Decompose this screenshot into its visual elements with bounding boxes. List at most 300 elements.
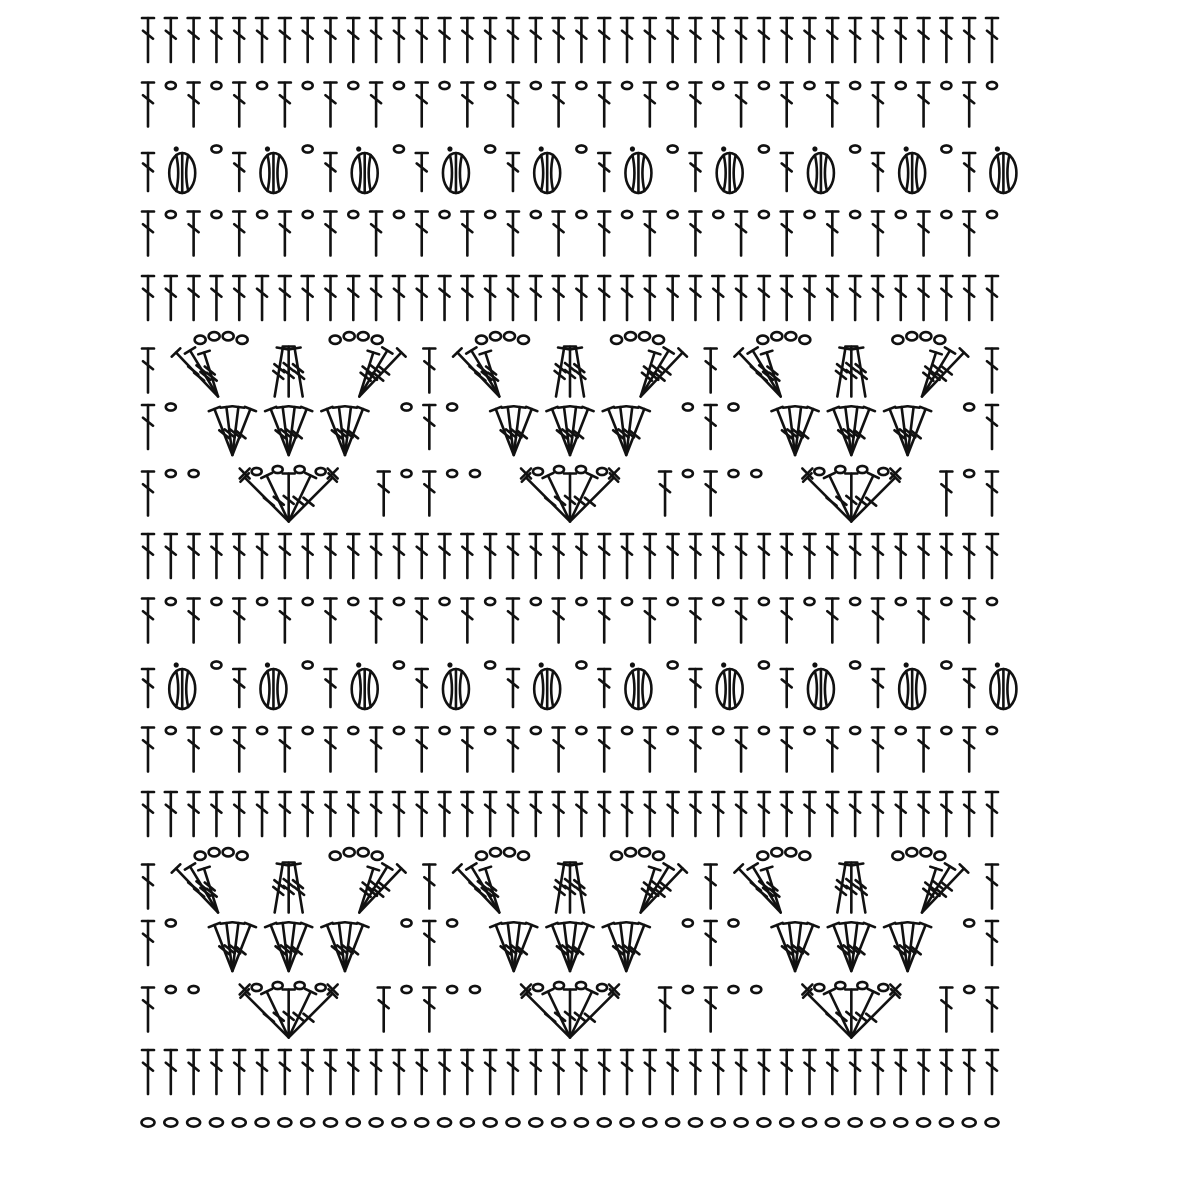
chain-stitch (257, 82, 267, 89)
chain-stitch (759, 211, 769, 218)
chain-stitch (303, 598, 313, 605)
dc-stitch (416, 18, 428, 62)
chain-stitch (894, 1118, 907, 1126)
dc-stitch (781, 534, 793, 578)
puff-cluster (990, 662, 1016, 709)
dc-stitch (423, 988, 435, 1032)
dc-stitch (705, 865, 717, 909)
dc-stitch (461, 18, 473, 62)
chain-stitch (668, 598, 678, 605)
dc-stitch (439, 792, 451, 836)
dc-stitch (142, 599, 154, 643)
dc-stitch (233, 83, 245, 127)
dc-stitch (872, 534, 884, 578)
dc-stitch (507, 534, 519, 578)
dc-stitch (918, 1050, 930, 1094)
dc-stitch (986, 276, 998, 320)
chain-stitch (447, 986, 457, 993)
chain-stitch (470, 986, 480, 993)
dc-stitch (598, 276, 610, 320)
puff-cluster (534, 146, 560, 193)
slip-stitch-dot (174, 662, 179, 667)
dc-stitch (302, 792, 314, 836)
dc-stitch (530, 276, 542, 320)
dc-stitch (575, 1050, 587, 1094)
dc-stitch (689, 599, 701, 643)
chain-stitch (402, 470, 412, 477)
chain-stitch (447, 919, 457, 926)
chain-stitch (805, 727, 815, 734)
puff-cluster (899, 662, 925, 709)
chain-stitch (850, 727, 860, 734)
dc-stitch (849, 534, 861, 578)
chain-stitch (963, 1118, 976, 1126)
dc-stitch (781, 212, 793, 256)
puff-cluster (260, 662, 286, 709)
dc-stitch (918, 212, 930, 256)
dc-stitch (370, 792, 382, 836)
slip-stitch-dot (721, 662, 726, 667)
dc-stitch (370, 728, 382, 772)
chain-stitch (805, 82, 815, 89)
dc-stitch (849, 276, 861, 320)
chain-stitch (941, 661, 951, 668)
chain-stitch (805, 598, 815, 605)
dc-stitch (324, 276, 336, 320)
chain-stitch (906, 848, 917, 856)
dc-stitch (393, 792, 405, 836)
chain-stitch (850, 145, 860, 152)
chain-stitch (316, 984, 326, 991)
tr-stitch (232, 923, 256, 971)
chain-stitch (394, 82, 404, 89)
slip-stitch-dot (904, 146, 909, 151)
dc-stitch (256, 18, 268, 62)
dc-stitch (621, 18, 633, 62)
tr-stitch (514, 407, 538, 455)
chart-row-10 (142, 598, 997, 643)
dc-stitch (735, 728, 747, 772)
chain-stitch (223, 332, 234, 340)
dc-stitch (872, 669, 884, 707)
dc-stitch (210, 792, 222, 836)
dc-stitch (484, 18, 496, 62)
dc-stitch (940, 472, 952, 516)
tr-stitch (522, 989, 570, 1037)
chain-stitch (576, 466, 586, 473)
chain-stitch (803, 1118, 816, 1126)
dc-stitch (142, 83, 154, 127)
dc-stitch (712, 534, 724, 578)
chain-stitch (257, 598, 267, 605)
dc-stitch (324, 18, 336, 62)
dc-stitch (621, 792, 633, 836)
puff-cluster (625, 146, 651, 193)
dc-stitch (895, 792, 907, 836)
chain-stitch (303, 145, 313, 152)
chain-stitch (683, 470, 693, 477)
chain-stitch (892, 852, 903, 860)
chain-stitch (759, 82, 769, 89)
chain-stitch (440, 82, 450, 89)
dc-stitch (142, 921, 154, 965)
chain-stitch (896, 211, 906, 218)
dc-stitch (689, 728, 701, 772)
dc-stitch (826, 534, 838, 578)
chart-row-18 (142, 1118, 999, 1126)
dc-stitch (575, 18, 587, 62)
chain-stitch (785, 332, 796, 340)
chart-row-4 (142, 211, 997, 256)
chain-stitch (940, 1118, 953, 1126)
chain-stitch (392, 1118, 405, 1126)
dc-stitch (210, 276, 222, 320)
dc-stitch (781, 669, 793, 707)
tr-stitch (851, 348, 866, 397)
dc-stitch (575, 276, 587, 320)
dc-stitch (142, 865, 154, 909)
chain-stitch (850, 598, 860, 605)
dc-stitch (324, 153, 336, 191)
dc-stitch (872, 1050, 884, 1094)
dc-stitch (142, 728, 154, 772)
chain-stitch (576, 82, 586, 89)
dc-stitch (279, 1050, 291, 1094)
dc-stitch (644, 18, 656, 62)
dc-stitch (370, 212, 382, 256)
dc-stitch (963, 669, 975, 707)
tr-stitch (232, 407, 256, 455)
dc-stitch (233, 728, 245, 772)
chain-stitch (625, 848, 636, 856)
dc-stitch (826, 276, 838, 320)
chain-stitch (210, 1118, 223, 1126)
dc-stitch (279, 792, 291, 836)
chain-stitch (759, 727, 769, 734)
puff-cluster (534, 662, 560, 709)
tr-stitch (626, 407, 650, 455)
chain-stitch (799, 336, 810, 344)
chain-stitch (348, 598, 358, 605)
dc-stitch (416, 1050, 428, 1094)
chain-stitch (668, 727, 678, 734)
tr-stitch (795, 923, 819, 971)
dc-stitch (940, 792, 952, 836)
dc-stitch (644, 599, 656, 643)
dc-stitch (324, 212, 336, 256)
slip-stitch-dot (630, 662, 635, 667)
dc-stitch (826, 83, 838, 127)
tr-stitch (803, 473, 851, 521)
puff-cluster (625, 662, 651, 709)
chain-stitch (941, 598, 951, 605)
dc-stitch (826, 599, 838, 643)
dc-stitch (644, 534, 656, 578)
dc-stitch (712, 792, 724, 836)
chain-stitch (751, 986, 761, 993)
dc-stitch (423, 865, 435, 909)
dc-stitch (598, 153, 610, 191)
puff-cluster (443, 146, 469, 193)
chain-stitch (187, 1118, 200, 1126)
dc-stitch (735, 599, 747, 643)
slip-stitch-dot (174, 146, 179, 151)
dc-stitch (712, 276, 724, 320)
chain-stitch (987, 727, 997, 734)
dc-stitch (461, 792, 473, 836)
dc-stitch (416, 212, 428, 256)
chain-stitch (814, 984, 824, 991)
chain-stitch (668, 82, 678, 89)
chain-stitch (757, 336, 768, 344)
chain-stitch (195, 336, 206, 344)
chain-stitch (278, 1118, 291, 1126)
chain-stitch (370, 1118, 383, 1126)
dc-stitch (233, 153, 245, 191)
chart-row-3 (142, 145, 1016, 193)
chain-stitch (611, 336, 622, 344)
chain-stitch (857, 982, 867, 989)
dc-stitch (598, 792, 610, 836)
chain-stitch (906, 332, 917, 340)
tr-stitch (851, 864, 866, 913)
dc-stitch (370, 534, 382, 578)
chain-stitch (485, 661, 495, 668)
dc-stitch (279, 212, 291, 256)
chain-stitch (576, 727, 586, 734)
tr-stitch (570, 407, 594, 455)
chain-stitch (964, 470, 974, 477)
dc-stitch (142, 405, 154, 449)
dc-stitch (142, 18, 154, 62)
chain-stitch (438, 1118, 451, 1126)
chart-row-11 (142, 661, 1016, 709)
chart-row-1 (142, 18, 998, 62)
dc-stitch (165, 18, 177, 62)
chain-stitch (964, 919, 974, 926)
chain-stitch (934, 336, 945, 344)
dc-stitch (575, 792, 587, 836)
dc-stitch (621, 534, 633, 578)
dc-stitch (188, 534, 200, 578)
chain-stitch (295, 982, 305, 989)
dc-stitch (142, 472, 154, 516)
dc-stitch (826, 792, 838, 836)
chain-stitch (622, 598, 632, 605)
dc-stitch (735, 792, 747, 836)
dc-stitch (416, 83, 428, 127)
chain-stitch (826, 1118, 839, 1126)
chart-rows (142, 18, 1017, 1127)
dc-stitch (895, 276, 907, 320)
chain-stitch (303, 727, 313, 734)
chain-stitch (575, 1118, 588, 1126)
dc-stitch (416, 153, 428, 191)
chain-stitch (316, 468, 326, 475)
dc-stitch (553, 18, 565, 62)
chart-row-8 (142, 466, 998, 522)
chain-stitch (941, 211, 951, 218)
dc-stitch (279, 18, 291, 62)
slip-stitch-dot (356, 146, 361, 151)
dc-stitch (324, 669, 336, 707)
dc-stitch (918, 18, 930, 62)
chain-stitch (653, 336, 664, 344)
chain-stitch (757, 1118, 770, 1126)
dc-stitch (324, 728, 336, 772)
dc-stitch (986, 865, 998, 909)
dc-stitch (347, 1050, 359, 1094)
dc-stitch (279, 83, 291, 127)
chain-stitch (805, 211, 815, 218)
chain-stitch (759, 661, 769, 668)
dc-stitch (826, 728, 838, 772)
dc-stitch (781, 83, 793, 127)
dc-stitch (735, 83, 747, 127)
chain-stitch (757, 852, 768, 860)
tr-stitch (564, 347, 576, 397)
chain-stitch (668, 145, 678, 152)
dc-stitch (986, 472, 998, 516)
tr-stitch (345, 407, 369, 455)
chain-stitch (735, 1118, 748, 1126)
dc-stitch (872, 83, 884, 127)
puff-cluster (169, 662, 195, 709)
tr-stitch (851, 407, 875, 455)
dc-stitch (781, 1050, 793, 1094)
slip-stitch-dot (904, 662, 909, 667)
chain-stitch (987, 211, 997, 218)
dc-stitch (781, 153, 793, 191)
dc-stitch (986, 349, 998, 393)
dc-stitch (644, 1050, 656, 1094)
dc-stitch (872, 18, 884, 62)
chain-stitch (771, 332, 782, 340)
dc-stitch (461, 1050, 473, 1094)
chain-stitch (785, 848, 796, 856)
chain-stitch (447, 470, 457, 477)
chain-stitch (835, 466, 845, 473)
dc-stitch (324, 792, 336, 836)
dc-stitch (758, 1050, 770, 1094)
dc-stitch (553, 212, 565, 256)
slip-stitch-dot (721, 146, 726, 151)
chain-stitch (402, 403, 412, 410)
tr-stitch (283, 347, 295, 397)
dc-stitch (507, 669, 519, 707)
chain-stitch (209, 848, 220, 856)
chain-stitch (683, 403, 693, 410)
dc-stitch (370, 18, 382, 62)
chain-stitch (986, 1118, 999, 1126)
dc-stitch (667, 1050, 679, 1094)
dc-stitch (423, 349, 435, 393)
dc-stitch (165, 276, 177, 320)
chain-stitch (621, 1118, 634, 1126)
chain-stitch (639, 848, 650, 856)
chain-stitch (987, 598, 997, 605)
puff-cluster (717, 662, 743, 709)
dc-stitch (918, 728, 930, 772)
dc-stitch (575, 534, 587, 578)
chart-row-15 (142, 919, 998, 971)
dc-stitch (963, 212, 975, 256)
dc-stitch (940, 988, 952, 1032)
dc-stitch (689, 212, 701, 256)
dc-stitch (918, 792, 930, 836)
chain-stitch (771, 848, 782, 856)
dc-stitch (378, 472, 390, 516)
chain-stitch (402, 986, 412, 993)
dc-stitch (324, 534, 336, 578)
chain-stitch (484, 1118, 497, 1126)
dc-stitch (439, 1050, 451, 1094)
chain-stitch (303, 82, 313, 89)
dc-stitch (416, 534, 428, 578)
chain-stitch (878, 468, 888, 475)
chain-stitch (470, 470, 480, 477)
dc-stitch (507, 18, 519, 62)
dc-stitch (188, 212, 200, 256)
dc-stitch (279, 599, 291, 643)
dc-stitch (165, 534, 177, 578)
dc-stitch (256, 276, 268, 320)
chart-row-17 (142, 1050, 998, 1094)
tr-stitch (626, 923, 650, 971)
dc-stitch (423, 405, 435, 449)
chain-stitch (728, 986, 738, 993)
chain-stitch (598, 1118, 611, 1126)
dc-stitch (256, 534, 268, 578)
chain-stitch (394, 661, 404, 668)
dc-stitch (378, 988, 390, 1032)
dc-stitch (461, 534, 473, 578)
puff-cluster (990, 146, 1016, 193)
chain-stitch (257, 727, 267, 734)
tr-stitch (845, 347, 857, 397)
puff-cluster (899, 146, 925, 193)
chain-stitch (303, 661, 313, 668)
tr-stitch (803, 989, 851, 1037)
chain-stitch (713, 727, 723, 734)
dc-stitch (644, 212, 656, 256)
chain-stitch (358, 332, 369, 340)
chain-stitch (189, 470, 199, 477)
dc-stitch (142, 153, 154, 191)
chain-stitch (533, 984, 543, 991)
chain-stitch (554, 466, 564, 473)
chain-stitch (892, 336, 903, 344)
chain-stitch (576, 661, 586, 668)
dc-stitch (507, 599, 519, 643)
tr-stitch (283, 863, 295, 913)
dc-stitch (940, 276, 952, 320)
chain-stitch (799, 852, 810, 860)
dc-stitch (324, 83, 336, 127)
dc-stitch (416, 276, 428, 320)
dc-stitch (781, 599, 793, 643)
dc-stitch (689, 18, 701, 62)
tr-stitch (240, 989, 288, 1037)
dc-stitch (507, 792, 519, 836)
dc-stitch (667, 276, 679, 320)
dc-stitch (324, 599, 336, 643)
chain-stitch (256, 1118, 269, 1126)
dc-stitch (256, 1050, 268, 1094)
dc-stitch (507, 1050, 519, 1094)
dc-stitch (233, 534, 245, 578)
dc-stitch (439, 534, 451, 578)
